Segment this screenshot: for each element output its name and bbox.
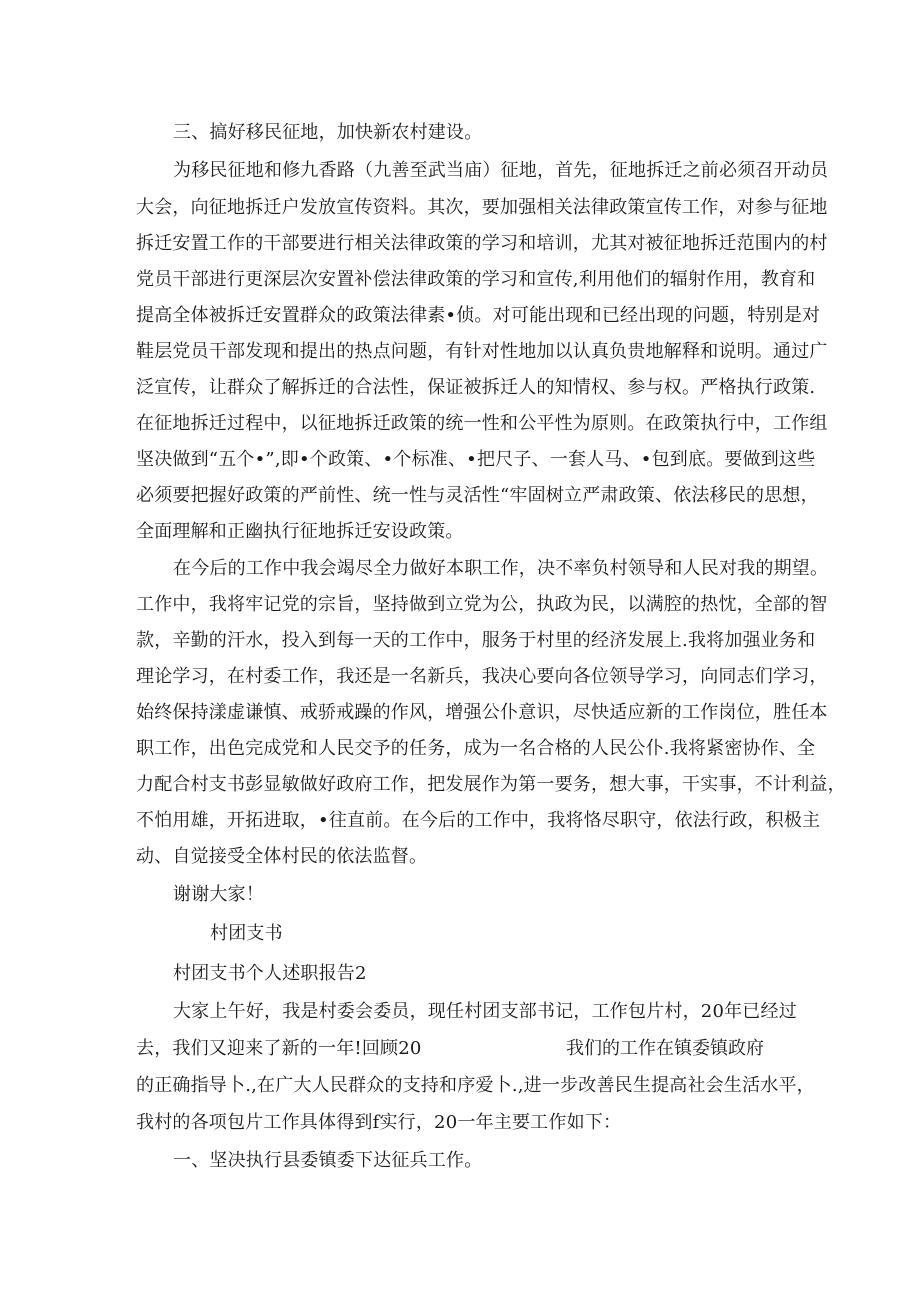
paragraph-line: 在今后的工作中我会竭尽全力做好本职工作，决不率负村领导和人民对我的期望。 xyxy=(173,558,829,579)
paragraph-line: 我村的各项包片工作具体得到f实行，20一年主要工作如下： xyxy=(136,1112,622,1133)
paragraph-line: 力配合村支书彭显敏做好政府工作，把发展作为第一要务，想大事，干实事，不计利益， xyxy=(136,774,846,795)
section-heading: 一、坚决执行县委镇委下达征兵工作。 xyxy=(173,1150,483,1171)
paragraph-line: 党员干部进行更深层次安置补偿法律政策的学习和宣传,利用他们的辐射作用，教育和 xyxy=(136,269,816,290)
paragraph-line: 的正确指导卜.,在广大人民群众的支持和序爱卜.,进一步改善民生提高社会生活水平， xyxy=(136,1075,815,1096)
paragraph-line: 提高全体被拆迁安置群众的政策法律素•侦。对可能出现和已经出现的问题，特别是对 xyxy=(136,305,821,326)
paragraph-line: 鞋层党员干部发现和提出的热点问题，有针对性地加以认真负贵地解释和说明。通过广 xyxy=(136,341,828,362)
paragraph-line: 工作中，我将牢记党的宗旨，坚持做到立党为公，执政为民，以满腔的热忱，全部的智 xyxy=(136,594,828,615)
paragraph-line: 动、自觉接受全体村民的依法监督。 xyxy=(136,846,428,867)
paragraph-line: 大会，向征地拆迁户发放宣传资料。其次，要加强相关法律政策宣传工作，对参与征地 xyxy=(136,197,828,218)
paragraph-line: 理论学习，在村委工作，我还是一名新兵，我决心要向各位领导学习，向同志们学习， xyxy=(136,666,828,687)
paragraph-line: 全面理解和正幽执行征地拆迁安设政策。 xyxy=(136,521,464,542)
paragraph-line: 款，辛勤的汗水，投入到每一天的工作中，服务于村里的经济发展上.我将加强业务和 xyxy=(136,630,816,651)
paragraph-line: 大家上午好，我是村委会委员，现任村团支部书记，工作包片村，20年已经过 xyxy=(173,1001,797,1022)
paragraph-line: 在征地拆迁过程中，以征地拆迁政策的统一性和公平性为原则。在政策执行中，工作组 xyxy=(136,413,828,434)
paragraph-line-right: 我们的工作在镇委镇政府 xyxy=(566,1038,764,1059)
signature: 村团支书 xyxy=(210,923,283,944)
paragraph-line: 为移民征地和修九香路（九善至武当庙）征地，首先，征地拆迁之前必须召开动员 xyxy=(173,160,829,181)
paragraph-line: 职工作，出色完成党和人民交予的任务，成为一名合格的人民公仆.我将紧密协作、全 xyxy=(136,738,816,759)
paragraph-line: 坚决做到“五个•”,即•个政策、•个标准、•把尺子、一套人马、•包到底。要做到这些 xyxy=(136,449,816,470)
paragraph-line-left: 去，我们又迎来了新的一年!回顾20 xyxy=(136,1038,422,1059)
paragraph-line: 泛宣传，让群众了解拆迁的合法性，保证被拆迁人的知情权、参与权。严格执行政策. xyxy=(136,377,816,398)
paragraph-line: 始终保持漾虚谦慎、戒骄戒躁的作风，增强公仆意识，尽快适应新的工作岗位，胜任本 xyxy=(136,702,828,723)
paragraph-line: 拆迁安置工作的干部要进行相关法律政策的学习和培训，尤其对被征地拆迁范围内的村 xyxy=(136,233,828,254)
paragraph-line: 必须要把握好政策的严前性、统一性与灵活性“牢固树立严肃政策、依法移民的思想， xyxy=(136,485,819,506)
thanks-line: 谢谢大家！ xyxy=(173,884,264,905)
section-heading: 三、搞好移民征地，加快新农村建设。 xyxy=(173,122,483,143)
report-title: 村团支书个人述职报告2 xyxy=(173,963,367,984)
paragraph-line: 不怕用雄，开拓进取，•往直前。在今后的工作中，我将恪尽职守，依法行政，积极主 xyxy=(136,810,821,831)
